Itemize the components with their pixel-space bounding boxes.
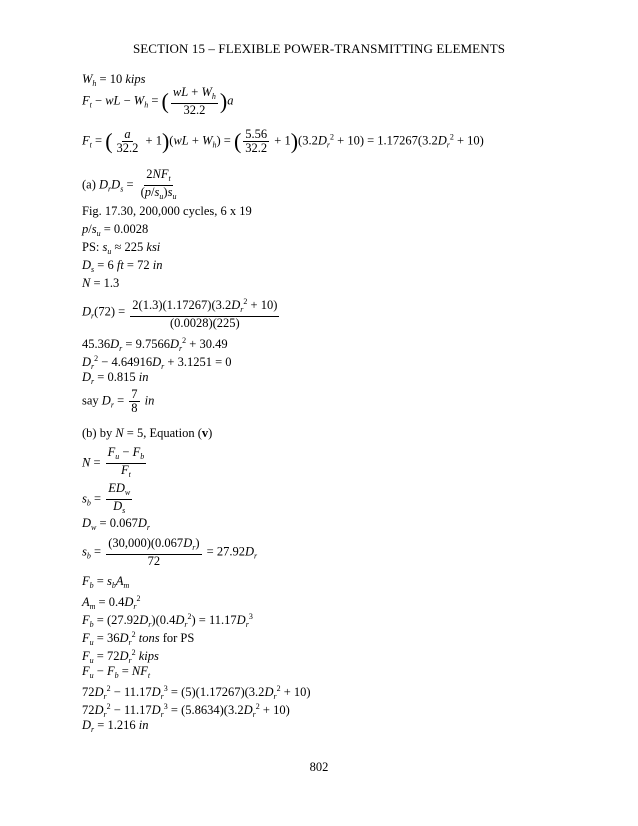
eq-quadratic-2: $D_r^2 - 4.64916D_r + 3.1251 = 0$	[82, 354, 232, 371]
eq-dr-result-b: $D_r = 1.216$ in	[82, 718, 149, 734]
eq-ft-expanded: $F_t$ = ( $\frac{a}{32.2}$ + $1)(wL + W_h)$ = ( $\frac{5.56}{32.2}$ + $1)(3.2D_r^2 + 10) = 1.17267(3.2D_r^2 + 10)$	[82, 127, 484, 155]
eq-ft-balance: $F_t$ − wL − $W_h$ = ( $\frac{wL + W_h}{32.2}$ )a	[82, 85, 234, 117]
eq-dr-say: say $D_r$ = $\frac{7}{8}$ in	[82, 387, 155, 415]
eq-part-b: (b) by N = 5, Equation (v)	[82, 426, 213, 440]
eq-sb-calc: $s_b$ = $\frac{(30,000)(0.067D_r)}{72}$ = $27.92D_r$	[82, 536, 258, 568]
eq-su: PS: $s_u \approx 225$ ksi	[82, 240, 161, 256]
eq-dr-result-a: $D_r = 0.815$ in	[82, 370, 149, 386]
eq-dr-72: $D_r(72)$ = $\frac{2(1.3)(1.17267)(3.2D_r^2 + 10)}{(0.0028)(225)}$	[82, 297, 278, 330]
eq-quadratic-1: $45.36D_r = 9.7566D_r^2 + 30.49$	[82, 336, 228, 353]
eq-cubic-2: $72D_r^2 - 11.17D_r^3 = (5.8634)(3.2D_r^2 + 10)$	[82, 702, 290, 719]
eq-wh: $W_h = 10$ kips	[82, 72, 146, 88]
page-number: 802	[309, 760, 329, 774]
eq-fu-fb: $F_u - F_b = NF_t$	[82, 664, 151, 680]
eq-fb-calc: $F_b = (27.92D_r)(0.4D_r^2) = 11.17D_r^3$	[82, 612, 253, 629]
eq-p-su: $p/s_u = 0.0028$	[82, 222, 149, 238]
eq-n1: N = 1.3	[82, 276, 120, 290]
page-header: SECTION 15 – FLEXIBLE POWER-TRANSMITTING ELEMENTS	[132, 41, 506, 56]
eq-fu-kips: $F_u = 72D_r^2$ kips	[82, 648, 159, 665]
eq-n-def: N = $\frac{F_u - F_b}{F_t}$	[82, 445, 145, 479]
eq-dw: $D_w = 0.067D_r$	[82, 516, 150, 532]
eq-fu-tons: $F_u = 36D_r^2$ tons for PS	[82, 630, 195, 647]
eq-part-a: (a) $D_rD_s$ = $\frac{2NF_t}{(p/s_u)s_u}$	[82, 167, 177, 201]
eq-fb-def: $F_b = s_bA_m$	[82, 574, 130, 590]
eq-am: $A_m = 0.4D_r^2$	[82, 594, 141, 611]
eq-cubic-1: $72D_r^2 - 11.17D_r^3 = (5)(1.17267)(3.2D_r^2 + 10)$	[82, 684, 311, 701]
eq-ds: $D_s = 6$ ft = 72 in	[82, 258, 163, 274]
eq-sb-def: $s_b$ = $\frac{ED_w}{D_s}$	[82, 481, 131, 515]
figure-reference: Fig. 17.30, 200,000 cycles, 6 x 19	[82, 204, 252, 218]
